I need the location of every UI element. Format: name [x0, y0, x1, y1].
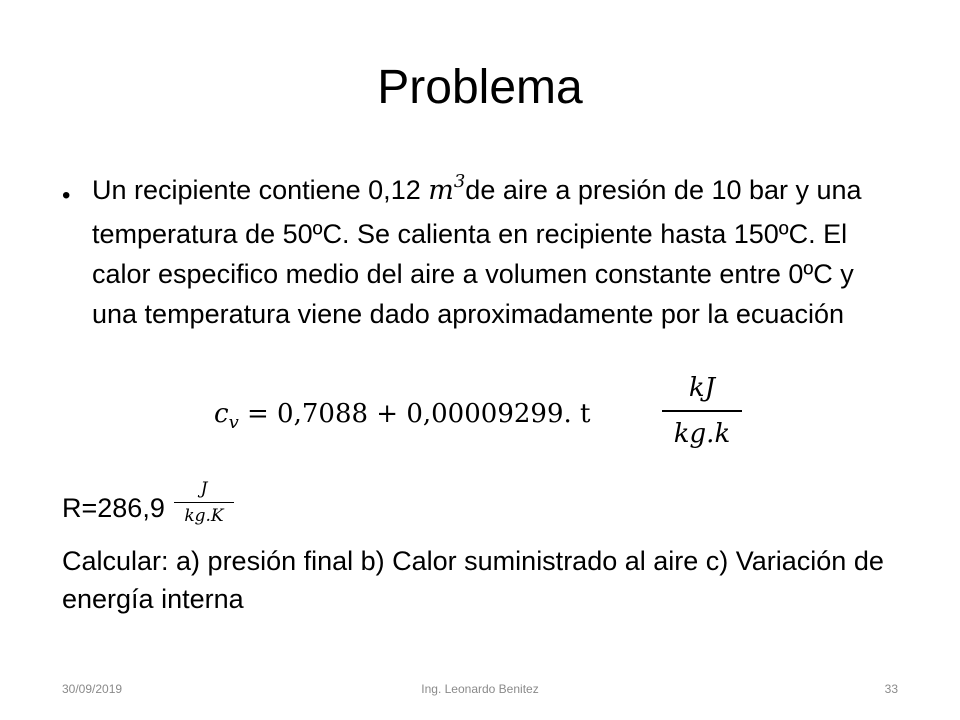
gas-constant-unit-numerator: J — [200, 479, 208, 499]
footer-page-number: 33 — [884, 682, 898, 696]
fraction-bar — [174, 502, 234, 503]
equation-lhs-subscript: v — [228, 412, 239, 433]
equation-main — [214, 399, 591, 433]
fraction-bar — [662, 410, 742, 412]
problem-statement — [92, 170, 892, 334]
specific-heat-equation — [214, 368, 774, 458]
unit-exponent: 3 — [453, 171, 466, 192]
gas-constant-value: R=286,9 — [62, 493, 165, 523]
statement-text-start: Un recipiente contiene 0,12 — [92, 175, 429, 205]
equation-unit-denominator: kg.k — [673, 419, 731, 449]
gas-constant-unit-denominator: kg.K — [184, 506, 224, 526]
equation-rhs: = 0,7088 + 0,00009299. t — [238, 399, 591, 429]
footer-author: Ing. Leonardo Benitez — [421, 682, 539, 696]
statement-text-rest: de aire a presión de 10 bar y una temperatura de 50ºC. Se calienta en recipiente hasta 150ºC. El calor especifico medio del aire a volumen constante entre 0ºC y una temperatura viene dado aproximadamente por la ecuación — [92, 175, 862, 329]
unit-base: m — [428, 175, 454, 206]
equation-lhs: c — [214, 399, 229, 429]
volume-unit — [428, 171, 466, 206]
slide-title: Problema — [377, 61, 583, 114]
gas-constant-unit — [174, 478, 234, 527]
footer-date: 30/09/2019 — [62, 682, 123, 696]
equation-unit-numerator: kJ — [688, 373, 716, 403]
equation-unit-fraction — [662, 368, 742, 454]
bullet-marker: • — [62, 182, 71, 209]
questions-text: Calcular: a) presión final b) Calor suministrado al aire c) Variación de energía interna — [62, 546, 884, 614]
